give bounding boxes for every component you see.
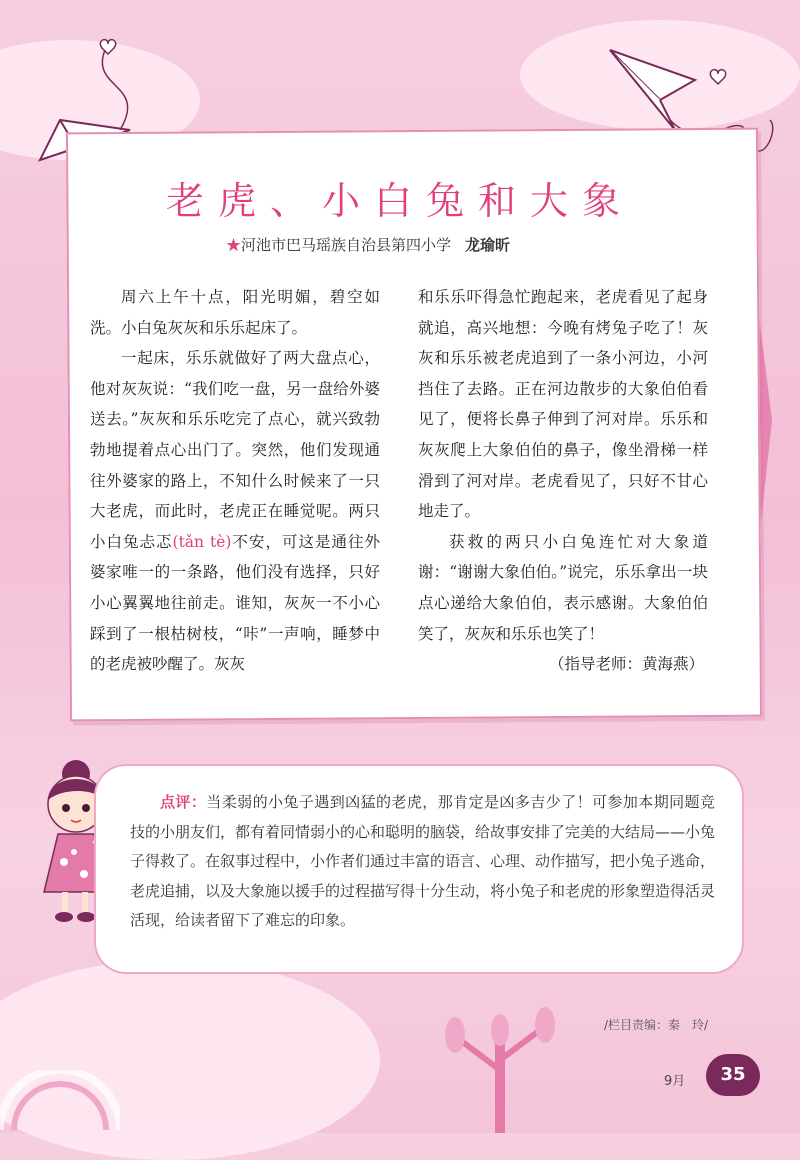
comment-body: 当柔弱的小兔子遇到凶猛的老虎，那肯定是凶多吉少了！可参加本期同题竞技的小朋友们，都有着同情弱小的心和聪明的脑袋，给故事安排了完美的大结局——小兔子得救了。在叙事过程中，小作者们通过丰富的语言、心理、动作描写，把小兔子逃命，老虎追捕，以及大象施以援手的过程描写得十分生动，将小兔子和老虎的形象塑造得活灵活现，给读者留下了难忘的印象。 [130,793,716,929]
paragraph: 获救的两只小白兔连忙对大象道谢：“谢谢大象伯伯。”说完，乐乐拿出一块点心递给大象伯伯，表示感谢。大象伯伯笑了，灰灰和乐乐也笑了！ [418,532,708,643]
article-left-column [90,282,380,680]
issue-month: 9月 [664,1074,686,1089]
column-editor: /栏目责编：秦 玲/ [604,1018,709,1032]
comment-text [130,788,715,936]
article-right-column [418,282,708,680]
paragraph: 周六上午十点，阳光明媚，碧空如洗。小白兔灰灰和乐乐起床了。 [90,288,380,337]
paragraph-text: 不安，可这是通往外婆家唯一的一条路，他们没有选择，只好小心翼翼地往前走。谁知，灰灰一不小心踩到了一根枯树枝，“咔”一声响，睡梦中的老虎被吵醒了。灰灰 [90,532,380,674]
teacher-credit: （指导老师：黄海燕） [548,655,704,674]
school-name: 河池市巴马瑶族自治县第四小学 [241,236,452,254]
article-title: 老虎、小白兔和大象 [165,179,634,223]
author-name: 龙瑜昕 [465,236,511,254]
byline [226,234,510,255]
paragraph-text: 一起床，乐乐就做好了两大盘点心，他对灰灰说：“我们吃一盘，另一盘给外婆送去。”灰灰和乐乐吃完了点心，就兴致勃勃地提着点心出门了。突然，他们发现通往外婆家的路上，不知什么时候来了一只大老虎，而此时，老虎正在睡觉呢。两只小白兔忐忑 [90,349,380,551]
tree-decoration [400,1000,600,1133]
pinyin-annotation: (tǎn tè) [172,532,232,551]
comment-label: 点评： [160,793,207,811]
rainbow-decoration [0,1070,120,1133]
paragraph [90,343,380,680]
page-number: 35 [720,1064,746,1085]
star-icon: ★ [226,236,242,254]
paragraph: 和乐乐吓得急忙跑起来，老虎看见了起身就追，高兴地想：今晚有烤兔子吃了！灰灰和乐乐被老虎追到了一条小河边，小河挡住了去路。正在河边散步的大象伯伯看见了，便将长鼻子伸到了河对岸。乐乐和灰灰爬上大象伯伯的鼻子，像坐滑梯一样滑到了河对岸。老虎看见了，只好不甘心地走了。 [418,288,708,521]
